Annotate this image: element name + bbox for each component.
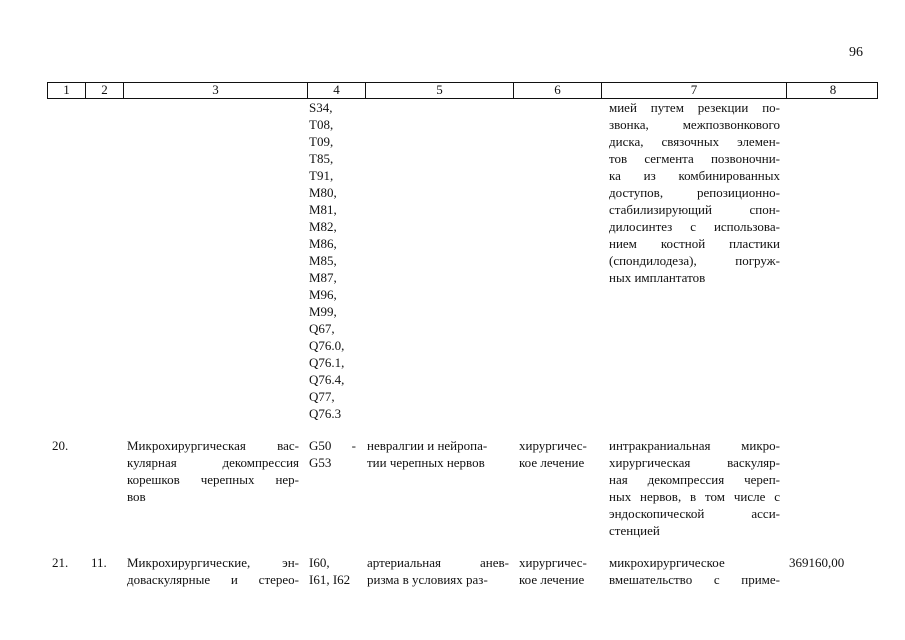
method-line: тов сегмента позвоночни- xyxy=(609,151,780,166)
code-item: M99, xyxy=(309,304,337,319)
treatment-method-cont xyxy=(609,99,780,286)
method-line: ная декомпрессия череп- xyxy=(609,472,780,487)
code-item: T09, xyxy=(309,134,334,149)
method-line: хирургическая васкуляр- xyxy=(609,455,780,470)
row-21-codes xyxy=(309,554,359,588)
code-item: Q77, xyxy=(309,389,335,404)
code-item: M80, xyxy=(309,185,337,200)
name-line: Микрохирургическая вас- xyxy=(127,438,299,453)
header-cell-8: 8 xyxy=(786,82,879,99)
method-line: звонка, межпозвонкового xyxy=(609,117,780,132)
method-line: интракраниальная микро- xyxy=(609,438,780,453)
header-cell-2: 2 xyxy=(85,82,123,99)
diagnosis-line: тии черепных нервов xyxy=(367,455,485,470)
code-item: G53 xyxy=(309,455,332,470)
code-item: I60, xyxy=(309,555,330,570)
method-line: ка из комбинированных xyxy=(609,168,780,183)
row-21-treatment-type xyxy=(519,554,601,588)
code-item: M85, xyxy=(309,253,337,268)
row-20-method xyxy=(609,437,780,539)
code-item: T08, xyxy=(309,117,334,132)
method-line: ных имплантатов xyxy=(609,270,706,285)
code-item: M96, xyxy=(309,287,337,302)
diagnosis-line: ризма в условиях раз- xyxy=(367,572,488,587)
method-line: доступов, репозиционно- xyxy=(609,185,780,200)
method-line: ных нервов, в том числе с xyxy=(609,489,780,504)
code-item: M87, xyxy=(309,270,337,285)
method-line: нием костной пластики xyxy=(609,236,780,251)
row-21-cost: 369160,00 xyxy=(789,555,845,570)
code-item: M81, xyxy=(309,202,337,217)
row-21-diagnosis xyxy=(367,554,509,588)
method-line: диска, связочных элемен- xyxy=(609,134,780,149)
header-cell-7: 7 xyxy=(601,82,786,99)
code-item: Q76.1, xyxy=(309,355,345,370)
method-line: мией путем резекции по- xyxy=(609,100,780,115)
row-21-group-number: 11. xyxy=(91,555,107,570)
code-item: S34, xyxy=(309,100,333,115)
row-20-diagnosis xyxy=(367,437,509,471)
name-line: Микрохирургические, эн- xyxy=(127,555,299,570)
method-line: микрохирургическое xyxy=(609,555,725,570)
header-cell-1: 1 xyxy=(63,82,70,97)
row-21-number: 21. xyxy=(52,555,69,570)
treatment-type-line: хирургичес- xyxy=(519,438,587,453)
method-line: стабилизирующий спон- xyxy=(609,202,780,217)
row-20-treatment-type xyxy=(519,437,601,471)
name-line: вов xyxy=(127,489,146,504)
code-item: Q76.3 xyxy=(309,406,342,421)
method-line: вмешательство с приме- xyxy=(609,572,780,587)
treatment-type-line: хирургичес- xyxy=(519,555,587,570)
row-21-name xyxy=(127,554,299,588)
row-21-method xyxy=(609,554,780,588)
code-item: M82, xyxy=(309,219,337,234)
table-header-row xyxy=(47,82,878,99)
method-line: (спондилодеза), погруж- xyxy=(609,253,780,268)
header-cell-6: 6 xyxy=(513,82,601,99)
method-line: эндоскопической асси- xyxy=(609,506,780,521)
treatment-type-line: кое лечение xyxy=(519,455,585,470)
treatment-type-line: кое лечение xyxy=(519,572,585,587)
diagnosis-codes-list xyxy=(309,99,369,422)
code-item: G50 - xyxy=(309,438,356,453)
diagnosis-line: артериальная анев- xyxy=(367,555,509,570)
row-20-name xyxy=(127,437,299,505)
row-20-codes xyxy=(309,437,356,471)
code-item: T85, xyxy=(309,151,334,166)
header-cell-3: 3 xyxy=(123,82,307,99)
header-cell-4: 4 xyxy=(307,82,365,99)
method-line: дилосинтез с использова- xyxy=(609,219,780,234)
code-item: T91, xyxy=(309,168,334,183)
code-item: M86, xyxy=(309,236,337,251)
code-item: Q76.4, xyxy=(309,372,345,387)
header-cell-5: 5 xyxy=(365,82,513,99)
code-item: I61, I62 xyxy=(309,572,351,587)
method-line: стенцией xyxy=(609,523,660,538)
name-line: доваскулярные и стерео- xyxy=(127,572,299,587)
name-line: корешков черепных нер- xyxy=(127,472,299,487)
code-item: Q76.0, xyxy=(309,338,345,353)
diagnosis-line: невралгии и нейропа- xyxy=(367,438,488,453)
name-line: кулярная декомпрессия xyxy=(127,455,299,470)
row-20-number: 20. xyxy=(52,438,69,453)
page-number: 96 xyxy=(849,45,863,60)
code-item: Q67, xyxy=(309,321,335,336)
